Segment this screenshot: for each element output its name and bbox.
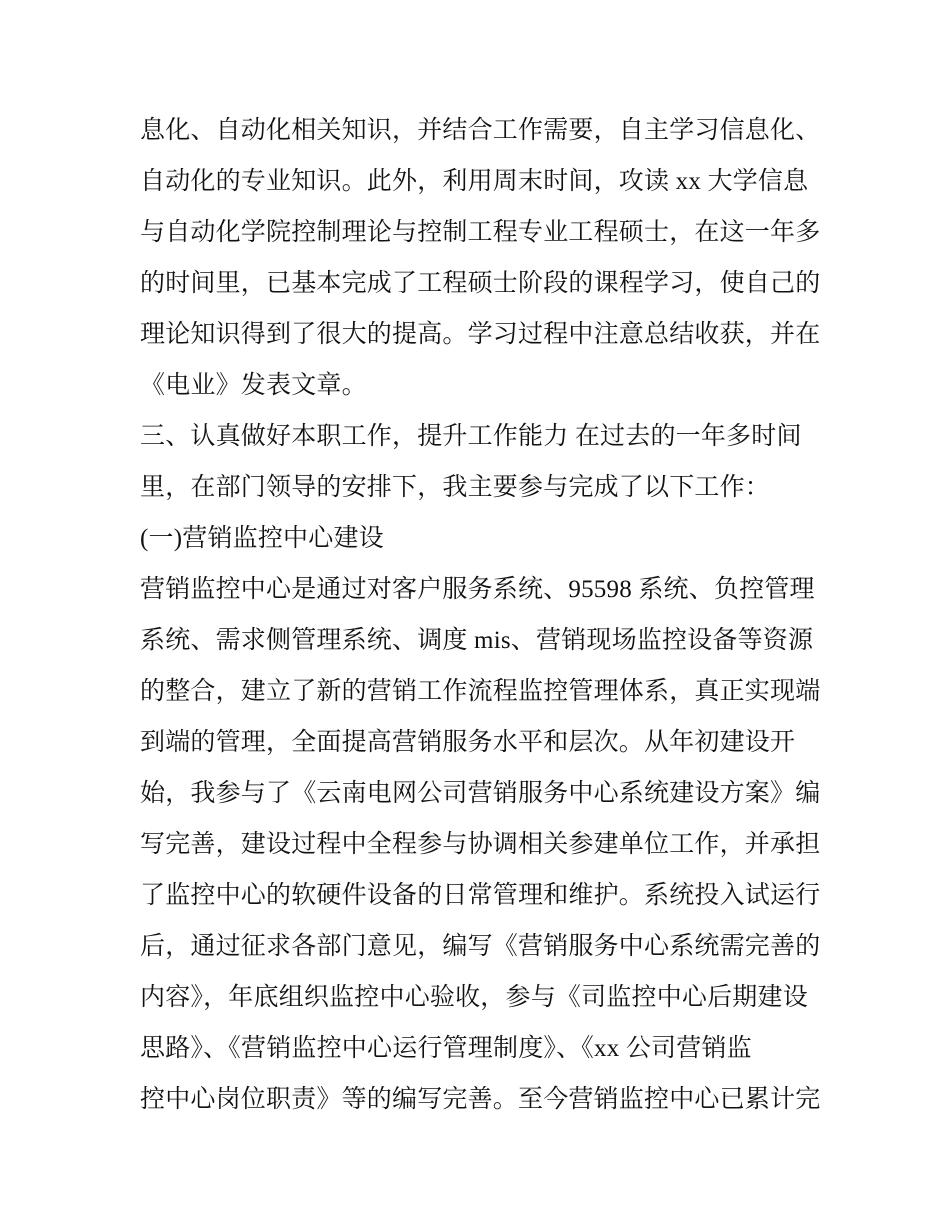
text-line: 到端的管理，全面提高营销服务水平和层次。从年初建设开 [140,729,796,756]
text-line: 系统、需求侧管理系统、调度 mis、营销现场监控设备等资源 [140,627,814,654]
document-body [140,105,820,1125]
text-line: 的时间里，已基本完成了工程硕士阶段的课程学习，使自己的 [140,270,821,297]
text-line: 《电业》发表文章。 [140,372,367,399]
text-line: 的整合，建立了新的营销工作流程监控管理体系，真正实现端 [140,678,821,705]
text-line: 后，通过征求各部门意见，编写《营销服务中心系统需完善的 [140,933,821,960]
text-line: 思路》、《营销监控中心运行管理制度》、《xx 公司营销监 [140,1035,752,1062]
text-line: 自动化的专业知识。此外，利用周末时间，攻读 xx 大学信息 [140,168,809,195]
text-line: 与自动化学院控制理论与控制工程专业工程硕士，在这一年多 [140,219,821,246]
text-line: 理论知识得到了很大的提高。学习过程中注意总结收获，并在 [140,321,821,348]
text-line: 内容》，年底组织监控中心验收，参与《司监控中心后期建设 [140,984,808,1011]
subsection-heading: (一)营销监控中心建设 [140,525,384,552]
text-line: 里，在部门领导的安排下，我主要参与完成了以下工作： [140,474,771,501]
text-line: 控中心岗位职责》等的编写完善。至今营销监控中心已累计完 [140,1086,821,1113]
text-line: 息化、自动化相关知识，并结合工作需要，自主学习信息化、 [140,117,821,144]
text-line: 了监控中心的软硬件设备的日常管理和维护。系统投入试运行 [140,882,821,909]
section-heading-line: 三、认真做好本职工作，提升工作能力 在过去的一年多时间 [140,423,802,450]
text-line: 写完善，建设过程中全程参与协调相关参建单位工作，并承担 [140,831,821,858]
text-line: 始，我参与了《云南电网公司营销服务中心系统建设方案》编 [140,780,821,807]
text-line: 营销监控中心是通过对客户服务系统、95598 系统、负控管理 [140,576,815,603]
